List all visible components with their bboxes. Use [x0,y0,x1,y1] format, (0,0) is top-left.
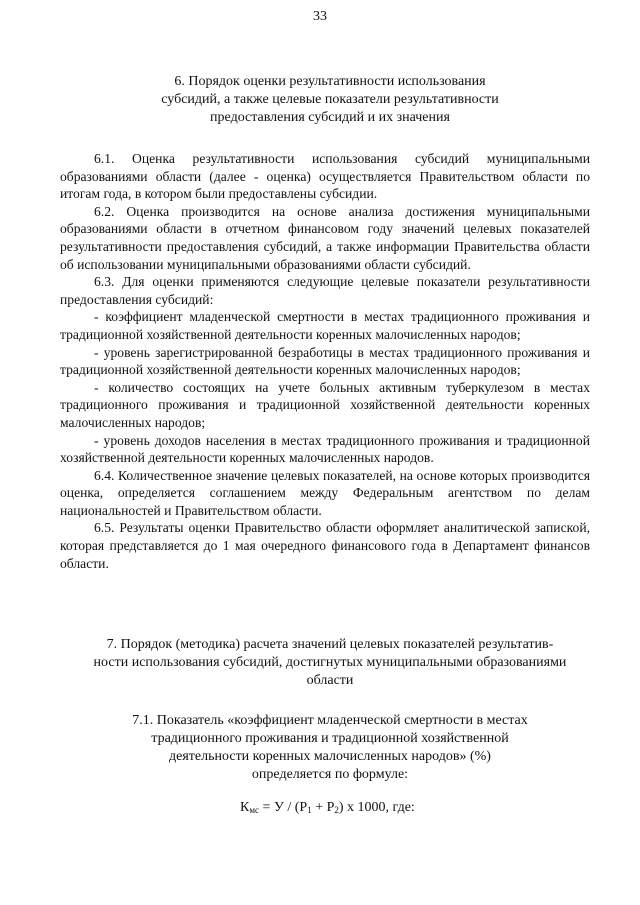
paragraph-6-3: 6.3. Для оценки применяются следующие целевые показатели результативности предоставления субсидий: [60,274,590,307]
bullet-item: - уровень зарегистрированной безработицы в местах традиционного проживания и традиционной хозяйственной деятельности коренных малочисленных народов; [60,344,590,378]
formula-k: К [240,800,250,815]
paragraph-6-5: 6.5. Результаты оценки Правительство области оформляет аналитической запиской, которая представляется до 1 мая очередного финансового года в Департамент финансов области. [60,520,590,571]
subsection-7-1-line: 7.1. Показатель «коэффициент младенческой смертности в местах [132,713,528,728]
subsection-7-1-line: определяется по формуле: [251,767,409,782]
paragraph-6-2: 6.2. Оценка производится на основе анализа достижения муниципальными образованиями области в отчетном финансовом году значений целевых показателей результативности предоставления субсидий, а также информации Правительства области об использовании муниципальными образованиями области субсидий. [60,203,590,272]
formula-part: = У / (Р [259,800,308,815]
page-number: 33 [313,9,327,24]
section-6-heading-line: предоставления субсидий и их значения [210,110,450,125]
section-7-heading-line: области [306,673,354,688]
section-6-heading-line: субсидий, а также целевые показатели результативности [161,92,499,107]
paragraph-6-4: 6.4. Количественное значение целевых показателей, на основе которых производится оценка, определяется соглашением между Федеральным агентством по делам национальностей и Правительством области. [60,467,590,518]
subsection-7-1-line: деятельности коренных малочисленных народов» (%) [169,749,491,764]
section-7-heading-line: ности использования субсидий, достигнутых муниципальными образованиями [93,655,567,670]
bullet-item: - уровень доходов населения в местах традиционного проживания и традиционной хозяйственной деятельности коренных малочисленных народов. [60,432,590,466]
section-7-heading [40,636,620,690]
subsection-7-1-heading [40,712,620,784]
formula-part: + Р [311,800,335,815]
formula [240,800,415,816]
formula-p1-subscript: 1 [307,805,312,815]
section-6-heading [40,73,620,127]
paragraph-6-1: 6.1. Оценка результативности использования субсидий муниципальными образованиями области (далее - оценка) осуществляется Правительством области по итогам года, в котором были предоставлены субсидии. [60,151,590,202]
formula-p2-subscript: 2 [334,805,339,815]
bullet-item: - коэффициент младенческой смертности в местах традиционного проживания и традиционной хозяйственной деятельности коренных малочисленных народов; [60,309,590,342]
formula-tail: ) х 1000, где: [338,800,415,815]
formula-k-subscript: мс [249,805,260,815]
section-6-body [60,150,590,572]
section-6-heading-line: 6. Порядок оценки результативности использования [174,74,486,89]
bullet-item: - количество состоящих на учете больных активным туберкулезом в местах традиционного проживания и традиционной хозяйственной деятельности коренных малочисленных народов; [60,379,590,430]
section-7-heading-line: 7. Порядок (методика) расчета значений целевых показателей результатив- [106,637,554,652]
subsection-7-1-line: традиционного проживания и традиционной хозяйственной [151,731,509,746]
